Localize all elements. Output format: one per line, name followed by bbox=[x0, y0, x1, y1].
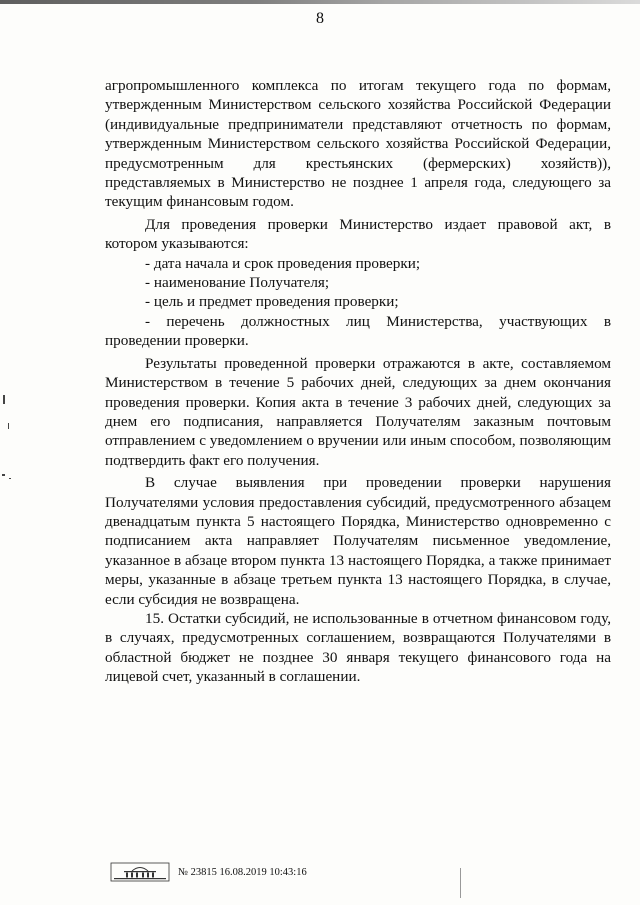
scan-artifact bbox=[3, 395, 5, 404]
scan-artifact bbox=[460, 868, 461, 898]
paragraph-violation: В случае выявления при проведении проверки нарушения Получателями условия предоставления субсидий, предусмотренного абзацем двенадцатым пункта 5 настоящего Порядка, Министерство одновременно с подписанием акта направляет Получателям письменное уведомление, указанное в абзаце втором пункта 13 настоящего Порядка, а также принимает меры, указанные в абзаце третьем пункта 13 настоящего Порядка, в случае, если субсидия не возвращена. bbox=[105, 474, 611, 608]
list-item-goal-subject: - цель и предмет проведения проверки; bbox=[145, 293, 399, 311]
list-item-officials: - перечень должностных лиц Министерства, участвующих в проведении проверки. bbox=[105, 312, 611, 350]
paragraph-inspection-act: Для проведения проверки Министерство издает правовой акт, в котором указываются: bbox=[105, 215, 611, 253]
scan-artifact bbox=[9, 478, 11, 479]
paragraph-continuation: агропромышленного комплекса по итогам текущего года по формам, утвержденным Министерством сельского хозяйства Российской Федерации (индивидуальные предприниматели представляют отчетность по формам, утвержденным Министерством сельского хозяйства Российской Федерации, предусмотренным для крестьянских (фермерских) хозяйств)), представляемых в Министерство не позднее 1 апреля года, следующего за текущим финансовым годом. bbox=[105, 77, 611, 211]
scan-top-edge bbox=[0, 0, 640, 4]
page-number: 8 bbox=[316, 10, 324, 27]
scan-artifact bbox=[2, 474, 5, 476]
list-item-recipient-name: - наименование Получателя; bbox=[145, 274, 330, 292]
paragraph-inspection-results: Результаты проведенной проверки отражаются в акте, составляемом Министерством в течение 5 рабочих дней, следующих за днем окончания проведения проверки. Копия акта в течение 3 рабочих дней, следующих за днем его подписания, направляется Получателям заказным почтовым отправлением с уведомлением о вручении или иным способом, позволяющим подтвердить факт его получения. bbox=[105, 354, 611, 469]
scan-artifact bbox=[8, 423, 9, 429]
document-body bbox=[105, 76, 611, 687]
document-registration-stamp: № 23815 16.08.2019 10:43:16 bbox=[178, 866, 307, 878]
paragraph-subsidy-remains: 15. Остатки субсидий, не использованные в отчетном финансовом году, в случаях, предусмотренных соглашением, возвращаются Получателями в областной бюджет не позднее 30 января текущего финансового года на лицевой счет, указанный в соглашении. bbox=[105, 609, 611, 686]
document-footer bbox=[110, 862, 307, 882]
list-item-start-date: - дата начала и срок проведения проверки; bbox=[145, 254, 421, 272]
ministry-building-seal-icon bbox=[110, 862, 170, 882]
